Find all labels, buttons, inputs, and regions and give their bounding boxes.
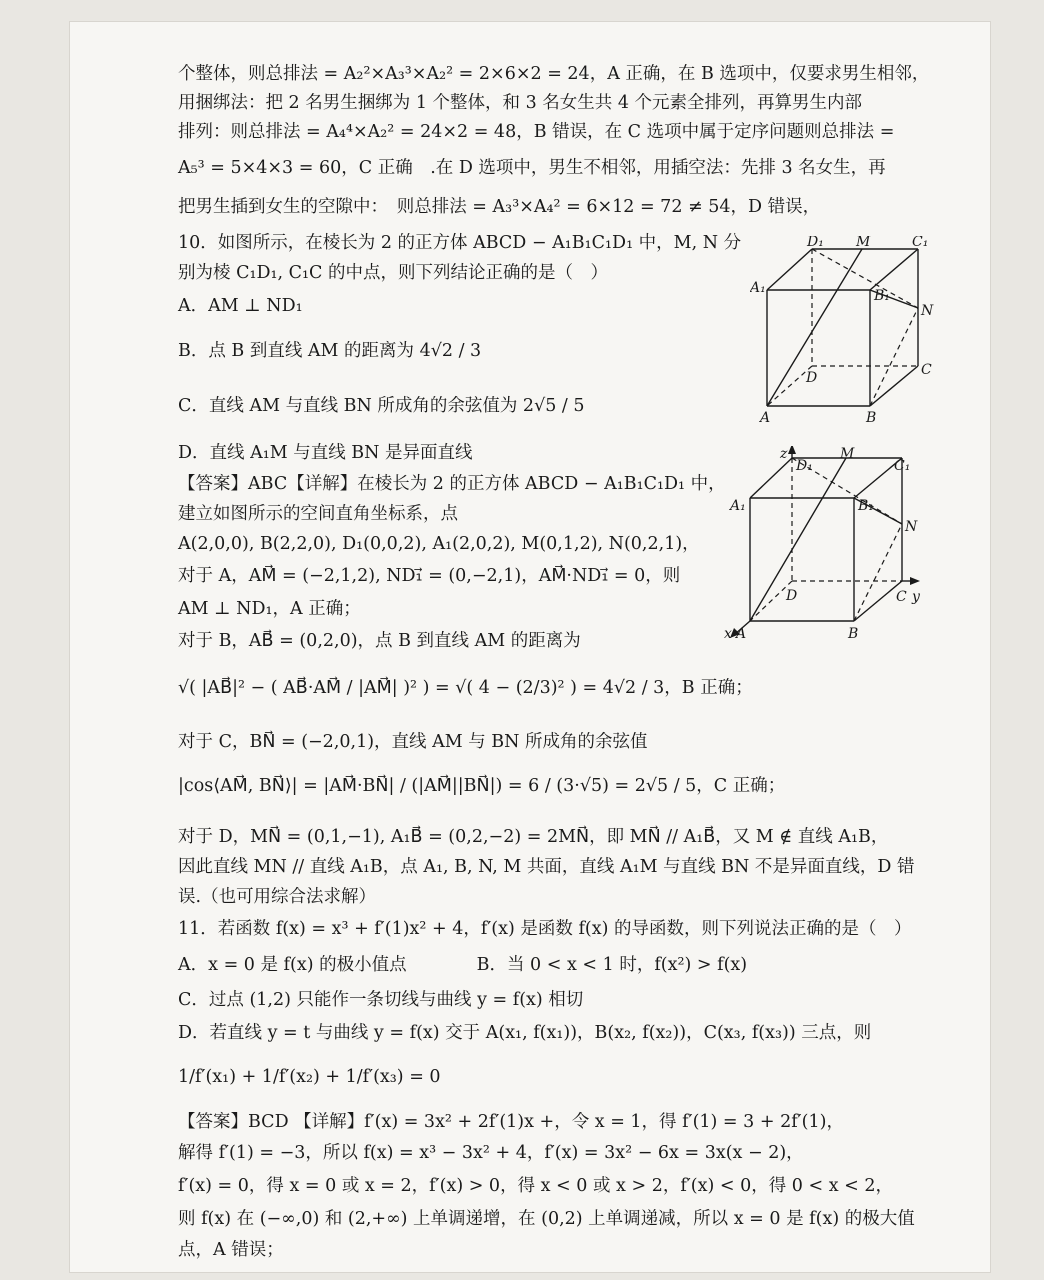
label-a: A (760, 410, 771, 426)
label-n: N (905, 519, 918, 535)
text-line-22: 因此直线 MN // 直线 A₁B，点 A₁, B, N, M 共面，直线 A₁M 与直线 BN 不是异面直线，D 错 (178, 857, 915, 877)
label-d1: D₁ (796, 458, 813, 474)
text-line-21: 对于 D，MN⃗ = (0,1,−1), A₁B⃗ = (0,2,−2) = 2MN⃗，即 MN⃗ // A₁B⃗，又 M ∉ 直线 A₁B， (178, 827, 889, 847)
label-c: C (921, 362, 932, 378)
label-n: N (921, 303, 934, 319)
text-line-30: 解得 f′(1) = −3，所以 f(x) = x³ − 3x² + 4，f′(x) = 3x² − 6x = 3x(x − 2)， (178, 1143, 804, 1163)
cube-figure-1 (750, 236, 950, 426)
question-11-stem: 11．若函数 f(x) = x³ + f′(1)x² + 4，f′(x) 是函数 f(x) 的导函数，则下列说法正确的是（ ） (178, 919, 912, 939)
label-c1: C₁ (912, 236, 929, 250)
label-m: M (840, 446, 855, 462)
question-10-stem: 10．如图所示，在棱长为 2 的正方体 ABCD − A₁B₁C₁D₁ 中，M, N 分 (178, 233, 742, 253)
label-d: D (786, 588, 798, 604)
text-line-19: 对于 C，BN⃗ = (−2,0,1)，直线 AM 与 BN 所成角的余弦值 (178, 732, 648, 752)
text-line-16: AM ⊥ ND₁，A 正确； (178, 599, 361, 619)
label-d: D (806, 370, 818, 386)
text-line-31: f′(x) = 0，得 x = 0 或 x = 2，f′(x) > 0，得 x < 0 或 x > 2，f′(x) < 0，得 0 < x < 2， (178, 1176, 894, 1196)
option-b: B．点 B 到直线 AM 的距离为 4√2 / 3 (178, 341, 482, 361)
label-c: C (896, 589, 907, 605)
text-line-15: 对于 A，AM⃗ = (−2,1,2), ND₁⃗ = (0,−2,1)，AM⃗·ND₁⃗ = 0，则 (178, 566, 681, 586)
text-line-2: 用捆绑法：把 2 名男生捆绑为 1 个整体，和 3 名女生共 4 个元素全排列，再算男生内部 (178, 93, 863, 113)
label-m: M (856, 236, 871, 250)
option-a: A．AM ⊥ ND₁ (178, 296, 303, 316)
answer-11-header: 【答案】BCD 【详解】f′(x) = 3x² + 2f′(1)x +，令 x = 1，得 f′(1) = 3 + 2f′(1)， (178, 1112, 844, 1132)
label-a: A (736, 626, 747, 642)
label-d1: D₁ (807, 236, 824, 250)
text-line-3: 排列：则总排法 = A₄⁴×A₂² = 24×2 = 48，B 错误，在 C 选项中属于定序问题则总排法 = (178, 122, 895, 142)
distance-formula: √( |AB⃗|² − ( AB⃗·AM⃗ / |AM⃗| )² ) = √( 4 − (2/3)² ) = 4√2 / 3，B 正确； (178, 678, 753, 698)
label-b: B (848, 626, 859, 642)
label-x: x (724, 626, 732, 642)
label-b: B (866, 410, 877, 426)
label-c1: C₁ (894, 458, 911, 474)
coordinates-line: A(2,0,0), B(2,2,0), D₁(0,0,2), A₁(2,0,2), M(0,1,2), N(0,2,1)， (178, 534, 700, 554)
text-line-4: A₅³ = 5×4×3 = 60，C 正确 .在 D 选项中，男生不相邻，用插空法：先排 3 名女生，再 (178, 158, 886, 178)
text-line-33: 点，A 错误； (178, 1240, 284, 1260)
label-y: y (912, 589, 920, 605)
text-line-13: 建立如图所示的空间直角坐标系，点 (178, 504, 458, 524)
text-line-1: 个整体，则总排法 = A₂²×A₃³×A₂² = 2×6×2 = 24，A 正确，在 B 选项中，仅要求男生相邻， (178, 64, 930, 84)
text-line-32: 则 f(x) 在 (−∞,0) 和 (2,+∞) 上单调递增，在 (0,2) 上单调递减，所以 x = 0 是 f(x) 的极大值 (178, 1209, 915, 1229)
label-z: z (780, 446, 788, 462)
option-11-d: D．若直线 y = t 与曲线 y = f(x) 交于 A(x₁, f(x₁))，B(x₂, f(x₂))，C(x₃, f(x₃)) 三点，则 (178, 1023, 872, 1043)
label-a1: A₁ (730, 498, 746, 514)
option-c: C．直线 AM 与直线 BN 所成角的余弦值为 2√5 / 5 (178, 396, 585, 416)
label-a1: A₁ (750, 280, 766, 296)
option-d: D．直线 A₁M 与直线 BN 是异面直线 (178, 443, 473, 463)
text-line-5: 把男生插到女生的空隙中： 则总排法 = A₃³×A₄² = 6×12 = 72 ≠ 54，D 错误， (178, 197, 821, 217)
option-11-d-formula: 1/f′(x₁) + 1/f′(x₂) + 1/f′(x₃) = 0 (178, 1067, 441, 1087)
text-line-23: 误.（也可用综合法求解） (178, 887, 377, 907)
label-b1: B₁ (858, 498, 874, 514)
option-11-c: C．过点 (1,2) 只能作一条切线与曲线 y = f(x) 相切 (178, 990, 584, 1010)
option-11-ab: A．x = 0 是 f(x) 的极小值点 B．当 0 < x < 1 时，f(x²) > f(x) (178, 955, 748, 975)
text-line-17: 对于 B，AB⃗ = (0,2,0)，点 B 到直线 AM 的距离为 (178, 631, 581, 651)
cube-figure-2 (724, 446, 940, 642)
answer-10-header: 【答案】ABC【详解】在棱长为 2 的正方体 ABCD − A₁B₁C₁D₁ 中， (178, 474, 726, 494)
cosine-formula: |cos⟨AM⃗, BN⃗⟩| = |AM⃗·BN⃗| / (|AM⃗||BN⃗|) = 6 / (3·√5) = 2√5 / 5，C 正确； (178, 776, 786, 796)
label-b1: B₁ (874, 288, 890, 304)
question-10-stem-cont: 别为棱 C₁D₁, C₁C 的中点，则下列结论正确的是（ ） (178, 263, 608, 283)
